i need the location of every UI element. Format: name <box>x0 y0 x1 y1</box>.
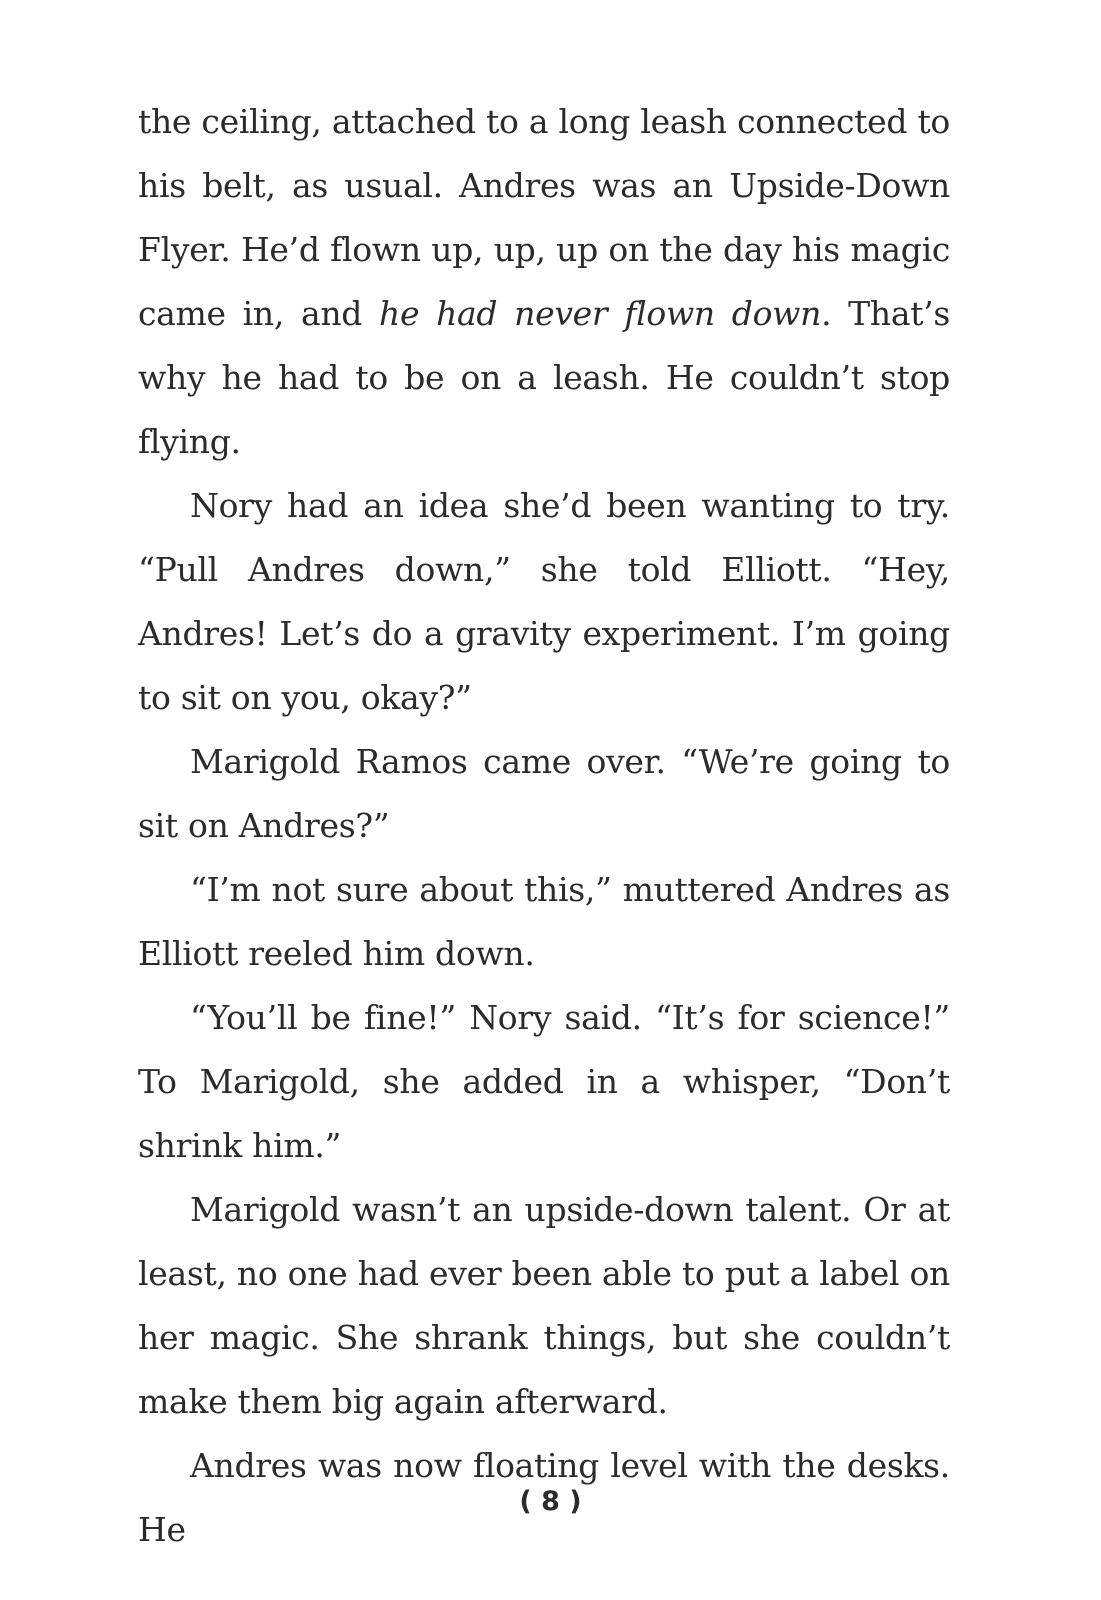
paragraph-text: the ceiling, attached to a long leash connected to his belt, as usual. Andres was an Upside-Down Flyer. He’d flown up, up, up on the day his magic came in, and <box>138 102 950 333</box>
paragraph-text: Andres was now floating level with the desks. He <box>138 1446 950 1549</box>
book-page-text <box>138 90 950 1562</box>
paragraph-text: Marigold wasn’t an upside-down talent. Or at least, no one had ever been able to put a label on her magic. She shrank things, but she couldn’t make them big again afterward. <box>138 1190 950 1421</box>
paragraph <box>138 90 950 474</box>
paragraph <box>138 474 950 730</box>
paragraph <box>138 986 950 1178</box>
paragraph <box>138 730 950 858</box>
paragraph <box>138 1178 950 1434</box>
paragraph-text: “I’m not sure about this,” muttered Andres as Elliott reeled him down. <box>138 870 950 973</box>
paragraph-text: . That’s why he had to be on a leash. He couldn’t stop flying. <box>138 294 950 461</box>
paragraph-text: “You’ll be fine!” Nory said. “It’s for science!” To Marigold, she added in a whisper, “Don’t shrink him.” <box>138 998 950 1165</box>
paragraph-text: Nory had an idea she’d been wanting to try. “Pull Andres down,” she told Elliott. “Hey, Andres! Let’s do a gravity experiment. I’m going to sit on you, okay?” <box>138 486 950 717</box>
italic-phrase: he had never flown down <box>379 294 822 333</box>
paragraph <box>138 858 950 986</box>
page-number: ( 8 ) <box>519 1486 582 1517</box>
paragraph-text: Marigold Ramos came over. “We’re going to sit on Andres?” <box>138 742 950 845</box>
